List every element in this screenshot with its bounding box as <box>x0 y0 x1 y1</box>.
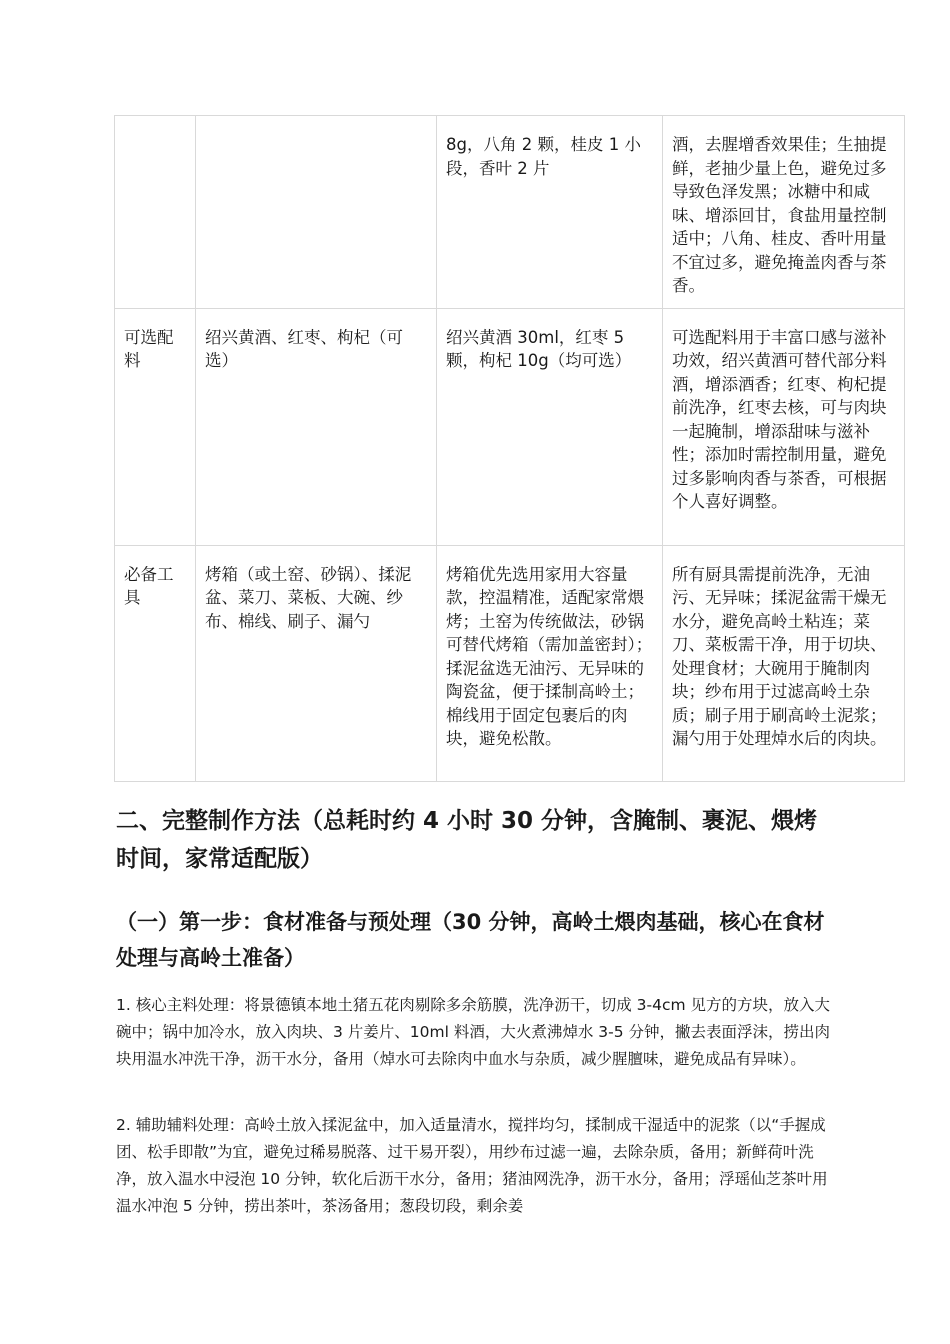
table-cell-category: 必备工具 <box>115 545 196 781</box>
step-paragraph: 1. 核心主料处理：将景德镇本地土猪五花肉剔除多余筋膜，洗净沥干，切成 3-4cm 见方的方块，放入大碗中；锅中加冷水，放入肉块、3 片姜片、10ml 料酒，大火煮沸焯水 3-5 分钟，撇去表面浮沫，捞出肉块用温水冲洗干净，沥干水分，备用（焯水可去除肉中血水与杂质，减少腥膻味，避免成品有异味）。 <box>116 996 831 1068</box>
subsection-heading: （一）第一步：食材准备与预处理（30 分钟，高岭土煨肉基础，核心在食材处理与高岭土准备） <box>116 910 825 970</box>
table-cell-items: 烤箱（或土窑、砂锅）、揉泥盆、菜刀、菜板、大碗、纱布、棉线、刷子、漏勺 <box>196 545 437 781</box>
section-heading: 二、完整制作方法（总耗时约 4 小时 30 分钟，含腌制、裹泥、煨烤时间，家常适配版） <box>116 808 818 872</box>
table-cell-category: 可选配料 <box>115 308 196 545</box>
table-row <box>115 308 905 545</box>
table-cell-items <box>196 116 437 309</box>
table-cell-notes: 酒，去腥增香效果佳；生抽提鲜，老抽少量上色，避免过多导致色泽发黑；冰糖中和咸味、增添回甘，食盐用量控制适中；八角、桂皮、香叶用量不宜过多，避免掩盖肉香与茶香。 <box>663 116 905 309</box>
table-cell-items: 绍兴黄酒、红枣、枸杞（可选） <box>196 308 437 545</box>
ingredient-table <box>114 115 905 782</box>
table-cell-amount: 8g，八角 2 颗，桂皮 1 小段，香叶 2 片 <box>437 116 663 309</box>
step-paragraph: 2. 辅助辅料处理：高岭土放入揉泥盆中，加入适量清水，搅拌均匀，揉制成干湿适中的泥浆（以“手握成团、松手即散”为宜，避免过稀易脱落、过干易开裂），用纱布过滤一遍，去除杂质，备用；新鲜荷叶洗净，放入温水中浸泡 10 分钟，软化后沥干水分，备用；猪油网洗净，沥干水分，备用；浮瑶仙芝茶叶用温水冲泡 5 分钟，捞出茶叶，茶汤备用；葱段切段，剩余姜 <box>116 1116 828 1215</box>
table-row <box>115 545 905 781</box>
table-cell-category <box>115 116 196 309</box>
table-cell-amount: 烤箱优先选用家用大容量款，控温精准，适配家常煨烤；土窑为传统做法，砂锅可替代烤箱（需加盖密封）；揉泥盆选无油污、无异味的陶瓷盆，便于揉制高岭土；棉线用于固定包裹后的肉块，避免松散。 <box>437 545 663 781</box>
table-cell-amount: 绍兴黄酒 30ml，红枣 5 颗，枸杞 10g（均可选） <box>437 308 663 545</box>
table-row <box>115 116 905 309</box>
table-cell-notes: 可选配料用于丰富口感与滋补功效，绍兴黄酒可替代部分料酒，增添酒香；红枣、枸杞提前洗净，红枣去核，可与肉块一起腌制，增添甜味与滋补性；添加时需控制用量，避免过多影响肉香与茶香，可根据个人喜好调整。 <box>663 308 905 545</box>
table-cell-notes: 所有厨具需提前洗净，无油污、无异味；揉泥盆需干燥无水分，避免高岭土粘连；菜刀、菜板需干净，用于切块、处理食材；大碗用于腌制肉块；纱布用于过滤高岭土杂质；刷子用于刷高岭土泥浆；漏勺用于处理焯水后的肉块。 <box>663 545 905 781</box>
